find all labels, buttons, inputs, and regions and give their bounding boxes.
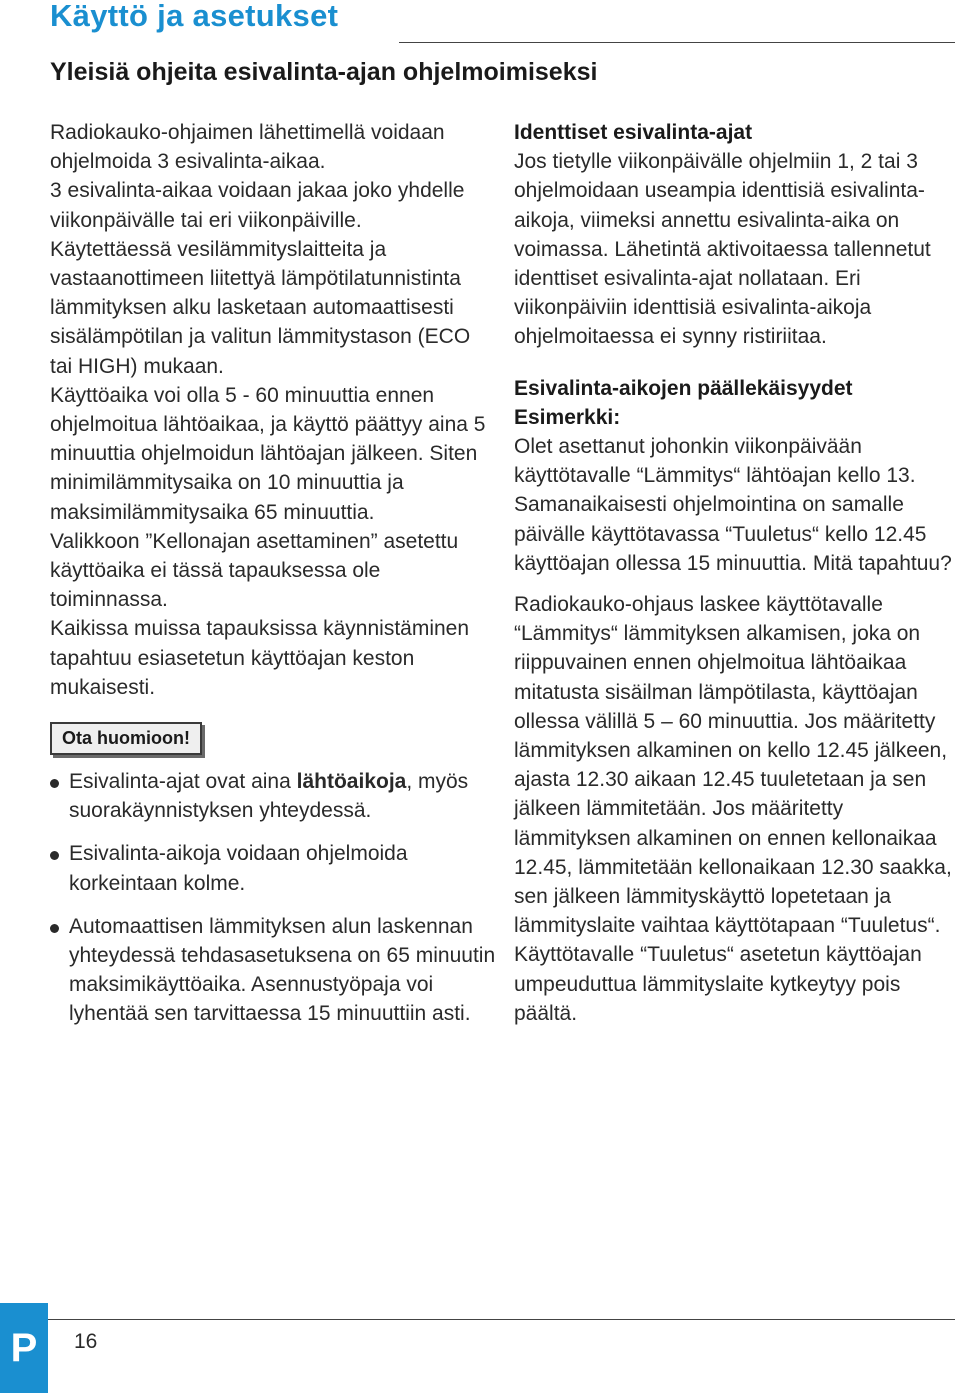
left-column — [50, 118, 496, 1043]
page-number: 16 — [74, 1330, 98, 1353]
spacer — [514, 352, 960, 374]
left-paragraph-1: Radiokauko-ohjaimen lähettimellä voidaan ohjelmoida 3 esivalinta-aikaa. — [50, 121, 445, 174]
left-paragraph-5: Valikkoon ”Kellonajan asettaminen” asetettu käyttöaika ei tässä tapauksessa ole toiminnassa. — [50, 529, 459, 612]
bullet-3-text: Automaattisen lämmityksen alun laskennan yhteydessä tehdasasetuksena on 65 minuutin maksimikäyttöaika. Asennustyöpaja voi lyhentää sen tarvittaessa 15 minuuttiin asti. — [69, 914, 496, 1026]
left-paragraph-4: Käyttöaika voi olla 5 - 60 minuuttia ennen ohjelmoitua lähtöaikaa, ja käyttö päättyy aina 5 minuuttia ohjelmoidun lähtöajan jälkeen. Siten minimilämmitysaika on 10 minuuttia ja maksimilämmitysaika 65 minuuttia. — [50, 383, 486, 524]
answer-text: Radiokauko-ohjaus laskee käyttötavalle “Lämmitys“ lämmityksen alkamisen, joka on riippuvainen ennen ohjelmoitua lähtöaikaa mitatusta sisäilman lämpötilasta, käyttöajan ollessa välillä 5 – 60 minuuttia. Jos määritetty lämmityksen alkaminen on kello 12.45 jälkeen, ajasta 12.30 aikaan 12.45 tuuletetaan ja sen jälkeen lämmitetään. Jos määritetty lämmityksen alkaminen on ennen kellonaikaa 12.45, lämmitetään kellonaikaan 12.30 saakka, sen jälkeen lämmityskäyttö lopetetaan ja lämmityslaite vaihtaa käyttötapaan “Tuuletus“. Käyttötavalle “Tuuletus“ asetetun käyttöajan umpeuduttua lämmityslaite kytkeytyy pois päältä. — [514, 593, 952, 1025]
identical-heading: Identtiset esivalinta-ajat — [514, 121, 753, 144]
overlap-heading: Esivalinta-aikojen päällekäisyydet — [514, 376, 853, 400]
list-item — [50, 912, 496, 1029]
identical-text: Jos tietylle viikonpäivälle ohjelmiin 1, 2 tai 3 ohjelmoidaan useampia identtisiä esivalinta-aikoja, viimeksi annettu esivalinta-aika on voimassa. Lähetintä aktivoitaessa tallennetut identtiset esivalinta-ajat nollataan. Eri viikonpäiviin identtisiä esivalinta-aikoja ohjelmoitaessa ei synny ristiriitaa. — [514, 150, 931, 349]
list-item — [50, 839, 496, 897]
language-marker: P — [0, 1303, 48, 1393]
bullet-2-text: Esivalinta-aikoja voidaan ohjelmoida korkeintaan kolme. — [69, 842, 408, 895]
section-heading: Yleisiä ohjeita esivalinta-ajan ohjelmoimiseksi — [50, 58, 598, 86]
bullet-1-bold: lähtöaikoja — [296, 770, 407, 794]
left-paragraph-3: Käytettäessä vesilämmityslaitteita ja vastaanottimeen liitettyä lämpötilatunnistinta lämmityksen alku lasketaan automaattisesti sisälämpötilan ja valitun lämmitystason (ECO tai HIGH) mukaan. — [50, 237, 471, 378]
left-paragraph-6: Kaikissa muissa tapauksissa käynnistäminen tapahtuu esiasetetun käyttöajan keston mukaisesti. — [50, 617, 470, 699]
examples-heading: Esimerkki: — [514, 405, 621, 429]
list-item — [50, 767, 496, 825]
notes-list — [50, 767, 496, 1029]
title-rule — [399, 42, 955, 43]
footer-rule — [48, 1319, 955, 1320]
bullet-1-text-after: , myös suorakäynnistyksen yhteydessä. — [69, 770, 469, 823]
example-text: Olet asettanut johonkin viikonpäivään käyttötavalle “Lämmitys“ lähtöajan kello 13. Samanaikaisesti ohjelmointina on samalle päivälle käyttötavassa “Tuuletus“ kello 12.45 käyttöajan ollessa 15 minuuttia. Mitä tapahtuu? — [514, 435, 952, 575]
spacer — [514, 578, 960, 590]
note-label: Ota huomioon! — [50, 722, 202, 755]
right-column — [514, 118, 960, 1028]
left-paragraph-2: 3 esivalinta-aikaa voidaan jakaa joko yhdelle viikonpäivälle tai eri viikonpäiville. — [50, 179, 465, 232]
bullet-icon — [50, 851, 59, 860]
page-title: Käyttö ja asetukset — [50, 0, 339, 33]
bullet-icon — [50, 779, 59, 788]
bullet-icon — [50, 924, 59, 933]
bullet-1-text-before: Esivalinta-ajat ovat aina — [69, 770, 297, 794]
